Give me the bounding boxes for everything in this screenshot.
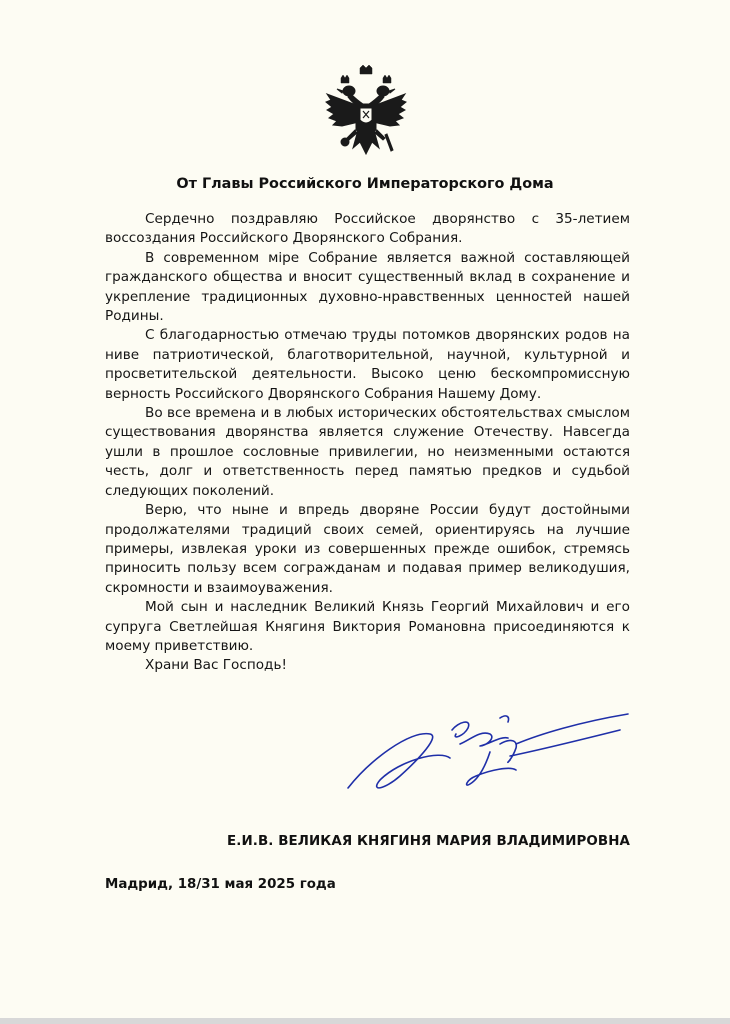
place-and-date: Мадрид, 18/31 мая 2025 года [105, 877, 336, 892]
letter-paragraph: Верю, что ныне и впредь дворяне России будут достойными продолжателями традиций своих семей, ориентируясь на лучшие примеры, извлекая уроки из совершенных прежде ошибок, стремясь приносить пользу всем согражданам и подавая пример великодушия, скромности и взаимоуважения. [105, 502, 630, 596]
letter-heading: От Главы Российского Императорского Дома [176, 176, 554, 192]
handwritten-signature [340, 700, 640, 810]
signer-name: Е.И.В. ВЕЛИКАЯ КНЯГИНЯ МАРИЯ ВЛАДИМИРОВНА [227, 834, 630, 849]
letter-paragraph: Во все времена и в любых исторических обстоятельствах смыслом существования дворянства является служение Отечеству. Навсегда ушли в прошлое сословные привилегии, но неизменными остаются честь, долг и ответственность перед памятью предков и судьбой следующих поколений. [105, 405, 630, 499]
letter-paragraph: Мой сын и наследник Великий Князь Георгий Михайлович и его супруга Светлейшая Княгиня Виктория Романовна присоединяются к моему приветствию. [105, 599, 630, 654]
letter-paragraph: С благодарностью отмечаю труды потомков дворянских родов на ниве патриотической, благотворительной, научной, культурной и просветительской деятельности. Высоко ценю бескомпромиссную верность Российского Дворянского Собрания Нашему Дому. [105, 327, 630, 402]
letter-paragraph: Сердечно поздравляю Российское дворянство с 35-летием воссоздания Российского Дворянского Собрания. [105, 211, 630, 247]
letter-body [105, 210, 630, 676]
letter-paragraph: Храни Вас Господь! [145, 657, 287, 674]
double-headed-eagle-icon [325, 64, 407, 156]
letter-paragraph: В современном міре Собрание является важной составляющей гражданского общества и вносит существенный вклад в сохранение и укрепление традиционных духовно-нравственных ценностей нашей Родины. [105, 249, 630, 325]
